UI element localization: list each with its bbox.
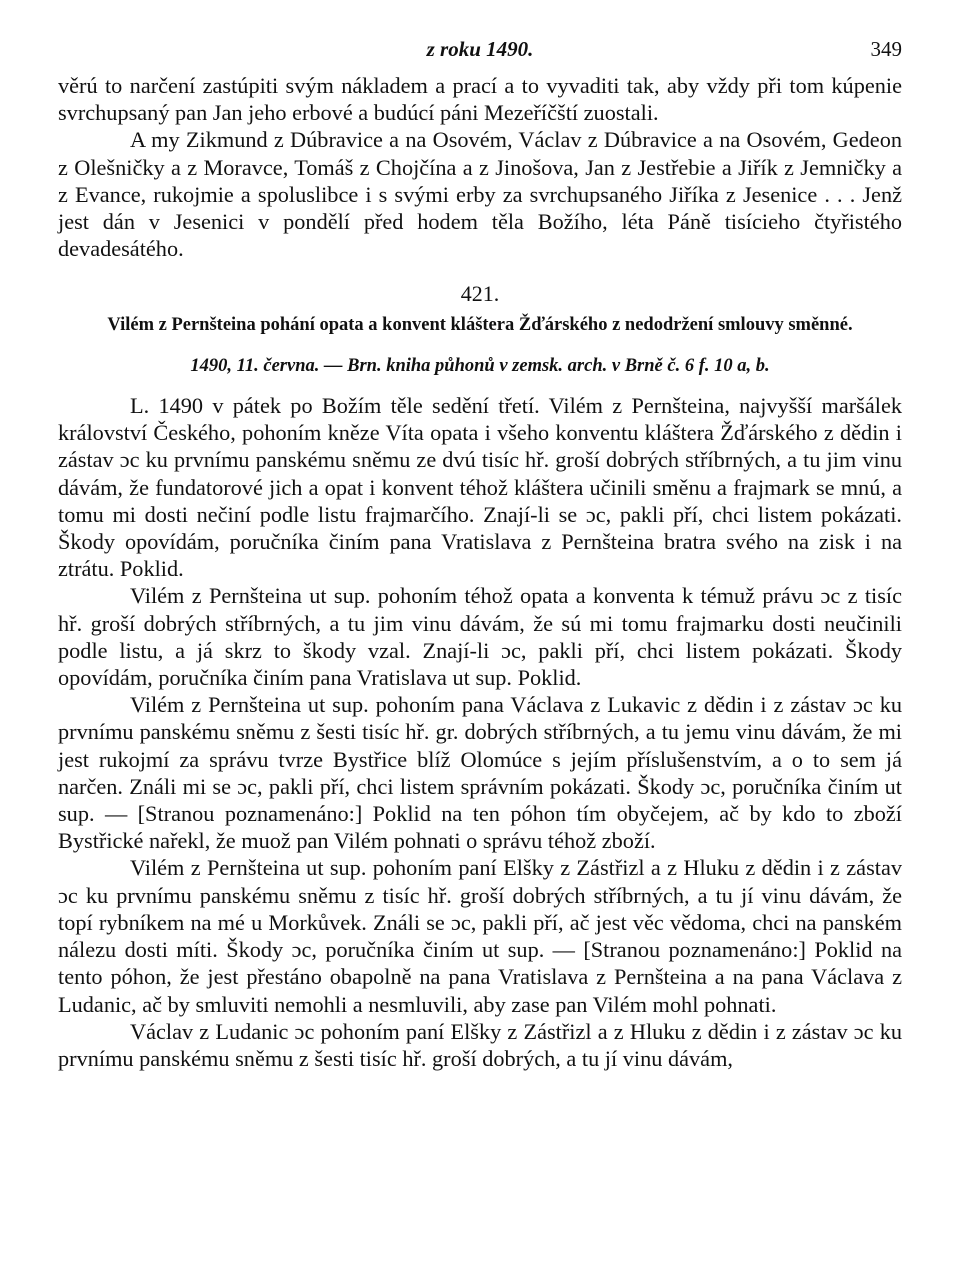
running-title: z roku 1490. bbox=[426, 37, 534, 61]
page-number: 349 bbox=[870, 37, 902, 61]
document-paragraph: L. 1490 v pátek po Božím těle sedění třetí. Vilém z Pernšteina, najvyšší maršálek království Českého, pohoním kněze Víta opata i všeho konventu kláštera Žďárského z dědin i zástav ɔc ku prvnímu panskému sněmu ze dvú tisíc hř. groší dobrých stříbrných, a tu jim vinu dávám, že fundatorové jich a opat i konvent téhož kláštera učinili směnu a frajmark se mnú, a tomu mi dosti nečiní podle listu frajmarčího. Znají-li se ɔc, pakli pří, chci listem pokázati. Škody opovídám, poručníka činím pana Vratislava z Pernšteina bratra svého na zisk i na ztrátu. Poklid. bbox=[58, 393, 902, 582]
document-summary: Vilém z Pernšteina pohání opata a konvent kláštera Žďárského z nedodržení smlouvy směnné. bbox=[107, 314, 853, 335]
continuation-paragraph: A my Zikmund z Dúbravice a na Osovém, Václav z Dúbravice a na Osovém, Gedeon z Olešničky a z Moravce, Tomáš z Chojčína a z Jinošova, Jan z Jestřebie a Jiřík z Jemničky a z Evance, rukojmie a spoluslibce i s svými erby za svrchupsaného Jiříka z Jesenice . . . Jenž jest dán v Jesenici v pondělí před hodem těla Božího, léta Páně tisícieho čtyřistého devadesátého. bbox=[58, 127, 902, 262]
document-paragraph: Vilém z Pernšteina ut sup. pohoním pana Václava z Lukavic z dědin i z zástav ɔc ku prvnímu panskému sněmu z šesti tisíc hř. gr. dobrých stříbrných, a tu jemu vinu dávám, že mi jest rukojmí za správu tvrze Bystřice blíž Olomúce s jejím příslušenstvím, a o to sem já narčen. Ználi mi se ɔc, pakli pří, chci listem správním pokázati. Škody ɔc, poručníka činím ut sup. — [Stranou poznamenáno:] Poklid na ten póhon tím obyčejem, ač by kdo to zboží Bystřické nařekl, že muož pan Vilém pohnati o správu téhož zboží. bbox=[58, 692, 902, 854]
document-source: 1490, 11. června. — Brn. kniha půhonů v zemsk. arch. v Brně č. 6 f. 10 a, b. bbox=[190, 355, 770, 376]
document-paragraph: Vilém z Pernšteina ut sup. pohoním téhož opata a konventa k témuž právu ɔc z tisíc hř. groší dobrých stříbrných, a tu jim vinu dávám, že sú mi tomu frajmarku dosti neučinili podle listu, a já skrz to škody vzal. Znají-li ɔc, pakli pří, chci listem pokázati. Škody opovídám, poručníka činím pana Vratislava ut sup. Poklid. bbox=[58, 583, 902, 691]
running-header bbox=[58, 36, 902, 64]
continuation-text: věrú to narčení zastúpiti svým nákladem a prací a to vyvaditi tak, aby vždy při tom kúpenie svrchupsaný pan Jan jeho erbové a budúcí páni Mezeříčští zuostali. bbox=[58, 73, 902, 126]
document-paragraph: Vilém z Pernšteina ut sup. pohoním paní Elšky z Zástřizl a z Hluku z dědin i z zástav ɔc ku prvnímu panskému sněmu z tisíc hř. groší dobrých stříbrných, a tu jí vinu dávám, že topí rybníkem na mé u Morkůvek. Ználi se ɔc, pakli pří, ač jest věc vědoma, chci na panském nálezu dosti míti. Škody ɔc, poručníka činím ut sup. — [Stranou poznamenáno:] Poklid na tento póhon, že jest přestáno obapolně na pana Vratislava z Pernšteina a na pana Václava z Ludanic, ač by smluviti nemohli a nesmluvili, aby zase pan Vilém mohl pohnati. bbox=[58, 855, 902, 1017]
document-number: 421. bbox=[460, 281, 500, 307]
document-paragraph: Václav z Ludanic ɔc pohoním paní Elšky z Zástřizl a z Hluku z dědin i z zástav ɔc ku prvnímu panskému sněmu z šesti tisíc hř. groší dobrých, a tu jí vinu dávám, bbox=[58, 1018, 902, 1071]
